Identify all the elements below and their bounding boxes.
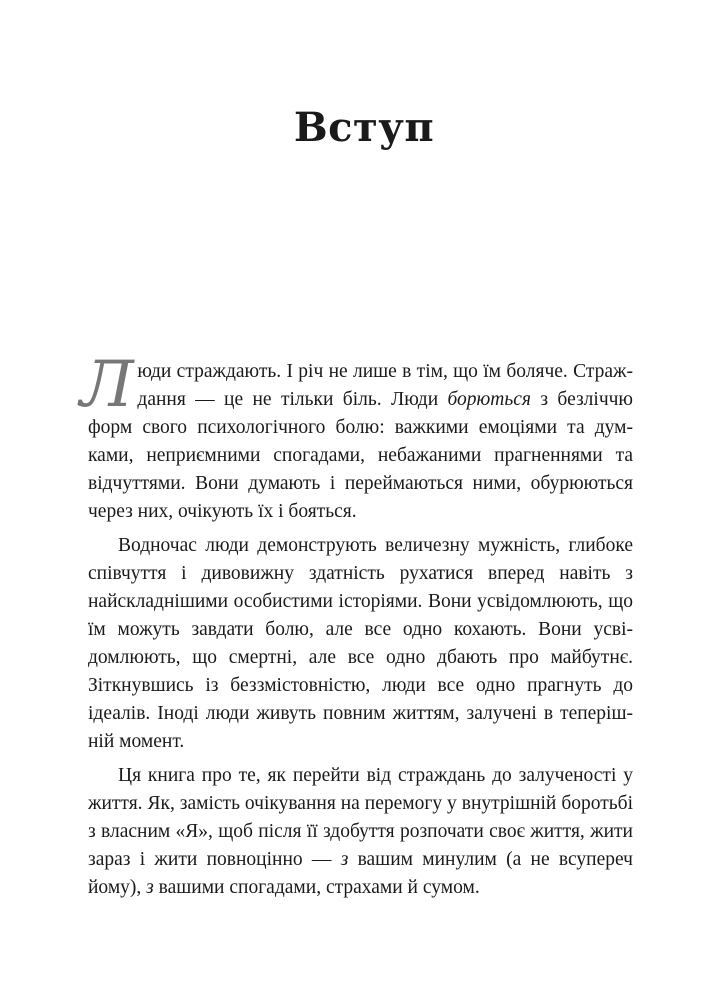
paragraph-3-emphasis-1: з — [340, 849, 349, 870]
paragraph-3 — [88, 762, 633, 902]
paragraph-1-emphasis: борються — [447, 389, 531, 410]
chapter-body — [80, 348, 633, 908]
paragraph-3-text-a: Ця книга про те, як перейти від страждань до залученості у життя. Як, замість очікування на перемогу у внутрішній боротьбі з власним «Я», щоб після її здобуття розпочати своє життя, жити зараз і жити повноцінно — — [88, 765, 633, 870]
paragraph-3-text-b: вашим минулим (а не всупереч йому), — [88, 849, 633, 898]
paragraph-3-emphasis-2: з — [146, 877, 154, 898]
paragraph-1 — [80, 348, 633, 526]
paragraph-1-text-b: з безліччю форм свого психологічного болю: важкими емоціями та думками, неприємними спогадами, небажаними прагненнями та відчуттями. Вони думають і переймаються ними, обурюються через них, очікують їх і бояться. — [88, 389, 633, 522]
paragraph-1-text-a: юди страждають. І річ не лише в тім, що їм боляче. Страждання — це не тільки біль. Люди — [137, 361, 633, 410]
paragraph-3-text-c: вашими спогадами, страхами й сумом. — [153, 877, 480, 898]
paragraph-2: Водночас люди демонструють величезну мужність, глибоке співчуття і дивовижну здатність рухатися вперед навіть з найскладнішими особистими історіями. Вони усвідомлюють, що їм можуть завдати болю, але все одно кохають. Вони усвідомлюють, що смертні, але все одно дбають про майбутнє. Зіткнувшись із беззмістовністю, люди все одно прагнуть до ідеалів. Іноді люди живуть повним життям, залучені в теперішній момент. — [88, 535, 633, 752]
chapter-title: Вступ — [293, 104, 435, 151]
drop-cap: Л — [80, 348, 134, 422]
